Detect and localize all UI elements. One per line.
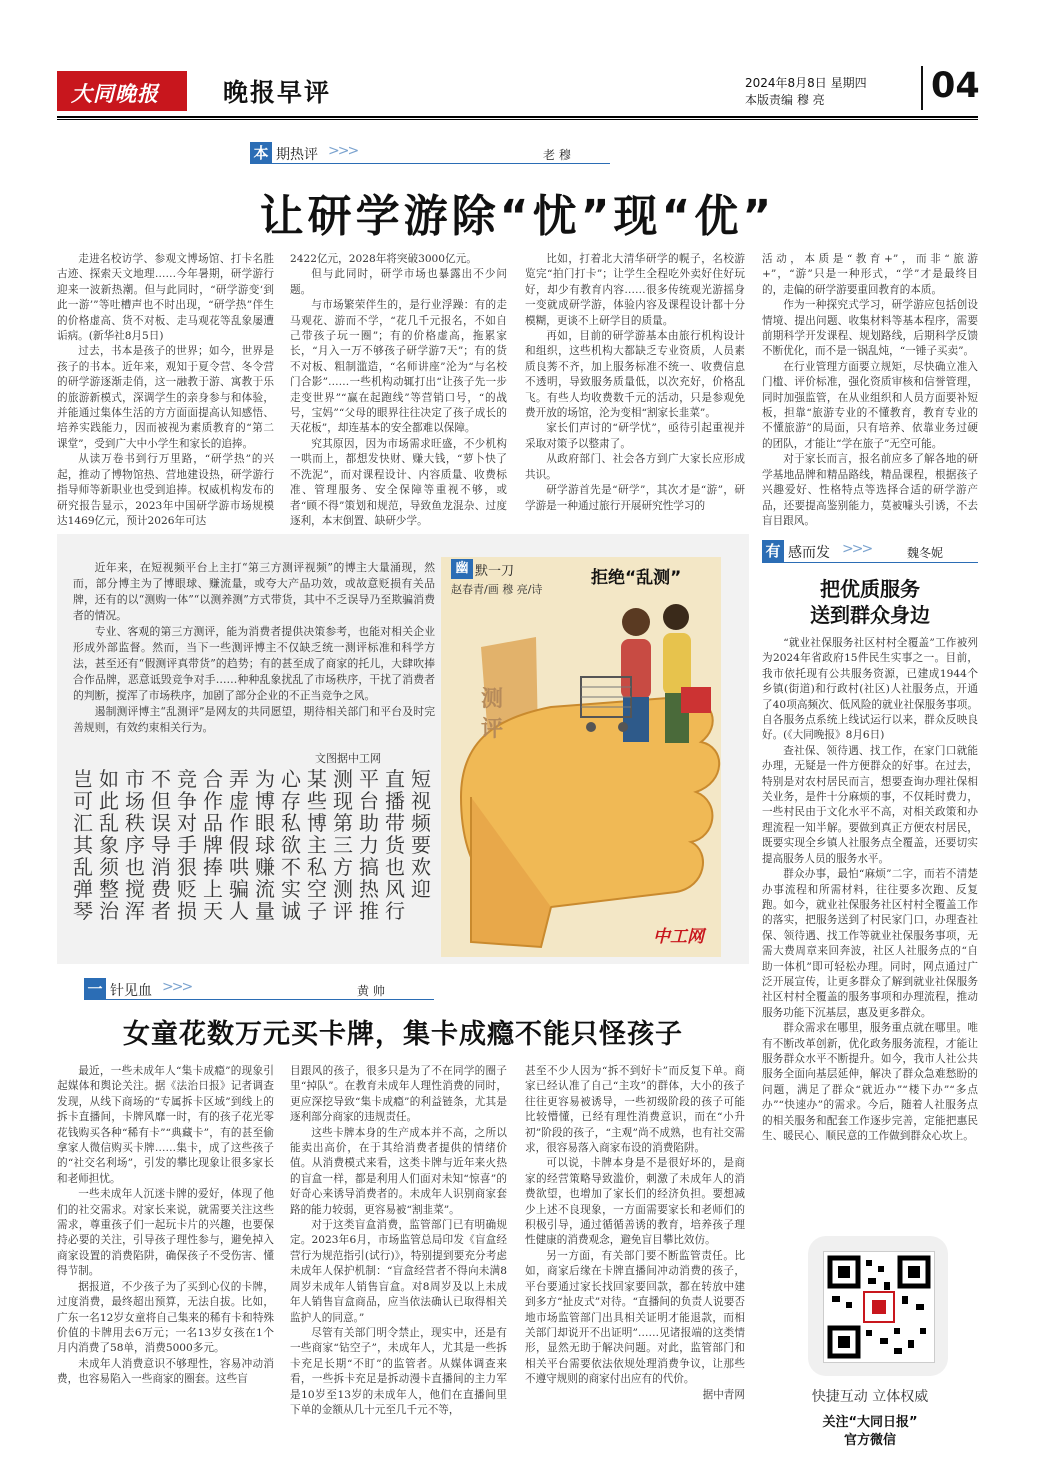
sidebar-body [762,636,978,1206]
article-author: 黄 帅 [357,984,385,998]
paragraph: 目跟风的孩子，很多只是为了不在同学的圈子里“掉队”。在教育未成年人理性消费的同时，更应深挖导致“集卡成瘾”的利益链条，尤其是逐利部分商家的违规责任。 [290,1065,507,1124]
cartoon-label: 测评 [481,687,504,742]
section-tag-icon: 本 [250,142,272,164]
paragraph: 群众办事，最怕“麻烦”二字，而若不清楚办事流程和所需材料，往往要多次跑、反复跑。如今，就业社保服务社区村村全覆盖工作的落实，把服务送到了村民家门口，办理查社保、领待遇、找工作等就业社保服务事项，无需大费周章来回奔波，社区人社服务点的“自助一体机”即可轻松办理。同时，网点通过广泛开展宣传，让更多群众了解到就业社保服务社区村村全覆盖的服务事项和办理流程，推动服务功能下沉基层，惠及更多群众。 [762,868,978,1019]
article-headline: 女童花数万元买卡牌，集卡成瘾不能只怪孩子 [123,1019,683,1050]
article-column-4 [762,252,978,527]
section-tag-rule [250,163,610,164]
section-tag-icon: 有 [762,540,784,562]
poem-line: 直播带货也风行 [385,767,405,923]
section-arrow-icon: >>> [328,143,358,159]
paragraph: 从政府部门、社会各方到广大家长应形成共识。 [525,453,745,481]
issue-info [745,75,867,109]
masthead-rule-thin [57,119,978,120]
article-author: 老 穆 [543,148,571,162]
paragraph: 2422亿元，2028年将突破3000亿元。 [290,253,477,265]
paragraph: 过去，书本是孩子的世界；如今，世界是孩子的书本。近年来，观知于夏令营、冬令营的研学游逐渐走俏，这一融教于游、寓教于乐的旅游新模式，深调学生的亲身参与和体验，并能通过集体生活的方方面面提高认知感悟、培养实践能力，因而被视为素质教育的“第二课堂”，受到广大中小学生和家长的追捧。 [57,345,274,450]
poem-line: 平台助力搞热推 [359,767,379,923]
cartoon-credit: 赵春青/画 穆 亮/诗 [451,583,543,596]
poem-line: 心存私欲不实诚 [281,767,301,923]
section-tag-rule [84,999,434,1000]
section-arrow-icon: >>> [842,541,872,557]
qr-code-graphic [824,1252,934,1362]
paragraph: 这些卡牌本身的生产成本并不高，之所以能卖出高价，在于其给消费者提供的情绪价值。从消费模式来看，这类卡牌与近年来火热的盲盒一样，都是利用人们面对未知“惊喜”的好奇心来诱导消费者的。未成年人识别商家套路的能力较弱，更容易被“割韭菜”。 [290,1126,507,1216]
article-column-2 [290,252,507,527]
paragraph: 未成年人消费意识不够理性，容易冲动消费，也容易陷入一些商家的圈套。这些盲 [57,1357,274,1386]
headline-line: 送到群众身边 [810,603,930,627]
article-column-3 [525,1064,745,1464]
article-column-3 [525,252,745,527]
paragraph: 尽管有关部门明令禁止，现实中，还是有一些商家“钻空子”，未成年人，尤其是一些拆卡充足长期“不盯”的监管者。从媒体调查来看，一些拆卡充足是拆动漫卡直播间的主力军是10岁至13岁的未成年人，他们在直播间里下单的金额从几十元至几千元不等， [290,1326,507,1416]
logo-text: 大同晚报 [71,81,159,106]
qr-follow-line: 官方微信 [843,1433,896,1448]
qr-follow-text [770,1414,970,1450]
paragraph: 甚至不少人因为“拆不到好卡”而反复下单。商家已经认准了自己“主攻”的群体，大小的孩子往往更容易被诱导，一些初级阶段的孩子可能比较懵懂，已经有理性消费意识，而在“小升初”阶段的孩子，“主观”尚不成熟，也有社交需求，很容易落入商家布设的消费陷阱。 [525,1065,745,1155]
masthead-divider [921,66,923,110]
cartoon-title: 拒绝“乱测” [591,568,682,588]
paragraph: 从读万卷书到行万里路，“研学热”的兴起，推动了博物馆热、营地建设热，研学游行指导师等新职业也受到追捧。权威机构发布的研究报告显示，2023年中国研学游市场规模达1469亿元，预计2026年可达 [57,453,274,527]
paragraph: 研学游首先是“研学”，其次才是“游”，研学游是一种通过旅行开展研究性学习的 [525,484,745,512]
cartoon-illustration [441,557,721,957]
paragraph: 专业、客观的第三方测评，能为消费者提供决策参考，也能对相关企业形成外部监督。然而，当下一些测评博主不仅缺乏统一测评标准和科学方法，甚至还有“假测评真带货”的趋势；有的甚至成了商家的托儿，大肆吹捧合作品牌，恶意诋毁竞争对手……种种乱象扰乱了市场秩序，干扰了消费者的判断，搅浑了市场秩序，加剧了部分企业的不正当竞争之风。 [73,625,435,702]
masthead-rule [57,116,978,118]
qr-follow-line: 关注“大同日报” [822,1415,918,1430]
newspaper-logo [57,71,187,111]
poem-line: 弄虚作假哄骗人 [229,767,249,923]
paragraph: 据报道，不少孩子为了买到心仪的卡牌，过度消费，最终超出预算，无法自拔。比如，广东一名12岁女童将自己集来的稀有卡和特殊价值的卡牌用去6万元；一名13岁女孩在1个月内消费了58单，消费5000多元。 [57,1280,274,1355]
paragraph: 遏制测评博主“乱测评”是网友的共同愿望，期待相关部门和平台及时完善规则，有效约束相关行为。 [73,705,435,734]
paragraph: 究其原因，因为市场需求旺盛，不少机构一哄而上，都想发快财、赚大钱，“萝卜快了不洗泥”，而对课程设计、内容质量、收费标准、管理服务、安全保障等重视不够，或者“顾不得”策划和规范，导致鱼龙混杂、过度逐利，本末倒置、缺研少学。 [290,437,507,527]
poem-line: 市场秩序也搅浑 [125,767,145,923]
paragraph: 作为一种探究式学习，研学游应包括创设情境、提出问题、收集材料等基本程序，需要前期科学开发课程、规划路线，后期科学反馈不断优化，而不是一锅乱炖，“一锤子买卖”。 [762,299,978,358]
sidebar-author: 魏冬妮 [907,546,944,560]
article-column-2 [290,1064,507,1464]
poem-line: 测现第三方测评 [333,767,353,923]
article-column-1 [57,1064,274,1464]
paragraph: 活动，本质是“教育+”，而非“旅游+”，“游”只是一种形式，“学”才是最终目的，走偏的研学游要重回教育的本质。 [762,253,978,296]
page-editor: 本版责编 穆 亮 [745,93,825,107]
cartoon-commentary [73,560,435,736]
article-headline: 让研学游除“忧”现“优” [259,191,776,242]
poem-line: 如此乱象须整治 [99,767,119,923]
poem-line: 合作品牌捧上天 [203,767,223,923]
page-section-name: 晚报早评 [223,78,332,107]
thumbs-up-illustration [441,557,721,957]
poem [73,768,433,958]
qr-caption: 快捷互动 立体权威 [811,1389,929,1405]
poem-line: 不但误导消费者 [151,767,171,923]
paragraph: 可以说，卡牌本身是不是很好坏的，是商家的经营策略导致滥价，刺激了未成年人的消费欲望，也增加了家长们的经济负担。要想减少上述不良现象，一方面需要家长和老师们的积极引导，通过循循善诱的教育，培养孩子理性健康的消费观念，避免盲目攀比效仿。 [525,1157,745,1247]
cartoon-source: 文图据中工网 [315,752,381,765]
section-tag-label: 针见血 [110,983,152,999]
paragraph: 在行业管理方面要立规矩，尽快确立准入门槛、评价标准，强化资质审核和信誉管理，同时加强监管，在从业组织和人员方面要补短板，担靠“旅游专业的不懂教育，教育专业的不懂旅游”的局面，只有培养、依靠业务过硬的团队，才能让“学在旅子”无空可能。 [762,360,978,450]
paragraph: “就业社保服务社区村村全覆盖”工作被列为2024年省政府15件民生实事之一。目前，我市依托现有公共服务资源，已建成1944个乡镇(街道)和行政村(社区)人社服务点，开通了40项高频次、低风险的就业社保服务事项。自各服务点系统上线试运行以来，群众反映良好。(《大同晚报》8月6日) [762,637,978,742]
poem-line: 短视频要欢迎 [411,767,431,901]
paragraph: 对于这类盲盒消费，监管部门已有明确规定。2023年6月，市场监管总局印发《盲盒经营行为规范指引(试行)》，特别提到要充分考虑未成年人保护机制：“盲盒经营者不得向未满8周岁未成年人销售盲盒。对8周岁及以上未成年人销售盲盒商品，应当依法确认已取得相关监护人的同意。” [290,1219,507,1324]
section-tag-rule [762,562,978,563]
poem-line: 某些博主私空子 [307,767,327,923]
section-arrow-icon: >>> [162,979,192,995]
section-tag-label: 感而发 [788,545,830,561]
section-tag-icon: 一 [84,978,106,1000]
poem-line: 岂可汇其乱弹琴 [73,767,93,923]
sidebar-headline [762,576,978,628]
paragraph: 与市场繁荣伴生的，是行业浮躁：有的走马观花、游而不学，“花几千元报名，不如自己带孩子玩一圈”；有的价格虚高，拖累家长，“月入一万不够孩子研学游7天”；有的货不对板、粗制滥造，“名师讲座”沦为“与名校门合影”……一些机构动辄打出“让孩子先一步走变世界”“赢在起跑线”等营销口号，“的战号，宝妈”“父母的眼界往往决定了孩子成长的天花板”，却连基本的安全都难以保障。 [290,299,507,435]
paragraph: 查社保、领待遇、找工作，在家门口就能办理，无疑是一件方便群众的好事。在过去，特别是对农村居民而言，想要查询办理社保相关业务，是件十分麻烦的事，不仅耗时费力，一些村民由于文化水平不高，对相关政策和办理流程一知半解。要做到真正方便农村居民，既要实现全乡镇人社服务点全覆盖，还要切实提高服务人员的服务水平。 [762,744,978,865]
paragraph: 再如，目前的研学游基本由旅行机构设计和组织，这些机构大都缺乏专业资质，人员素质良莠不齐，加上服务标准不统一、收费信息不透明，导致服务质量低，以次充好，价格乱飞。有些人均收费数千元的活动，只是参观免费开放的场馆，沦为变相“割家长韭菜”。 [525,330,745,420]
paragraph: 比如，打着北大清华研学的幌子，名校游览完“拍门打卡”；让学生全程吃外卖好住好玩好，却少有教育内容……很多传统观光游摇身一变就成研学游，体验内容及课程设计都十分模糊，更谈不上研学目的质量。 [525,253,745,327]
page-number: 04 [931,66,980,106]
cartoon-watermark: 中工网 [653,927,704,947]
paragraph: 对于家长而言，报名前应多了解各地的研学基地品牌和精品路线，精品课程，根据孩子兴趣爱好、性格特点等选择合适的研学游产品，还要提高鉴别能力，莫被噱头引诱，不去盲目跟风。 [762,453,978,527]
cartoon-tag-label: 默一刀 [475,564,515,579]
poem-line: 竞争对手狠贬损 [177,767,197,923]
cartoon-tag-icon: 幽 [451,559,473,579]
paragraph: 另一方面，有关部门要不断监管责任。比如，商家后缘在卡牌直播间冲动消费的孩子，平台要通过家长找回家要回款，都在转放中建到多方“扯皮式”对待。“直播间的负责人说要否地市场监管部门出具相关证明才能退款，而相关部门却说开不出证明”……见诸报端的这类情形，显然无助于解决问题。对此，监管部门和相关平台需要依法依规处理消费争议，让那些不遵守规则的商家付出应有的代价。 [525,1249,745,1386]
section-tag-label: 期热评 [276,147,318,163]
paragraph: 最近，一些未成年人“集卡成瘾”的现象引起媒体和舆论关注。据《法治日报》记者调查发现，从线下商场的“专属拆卡区域”到线上的拆卡直播间，卡牌风靡一时，有的孩子花光零花钱购买各种“稀有卡”“典藏卡”，有的甚至偷拿家人微信购买卡牌……集卡，成了这些孩子的“社交名利场”，引发的攀比现象让很多家长和老师担忧。 [57,1065,274,1185]
article-source: 据中青网 [702,1388,745,1401]
paragraph: 群众需求在哪里，服务重点就在哪里。唯有不断改革创新，优化政务服务流程，才能让服务群众水平不断提升。如今，我市人社公共服务全面向基层延伸，解决了群众急难愁盼的问题，满足了群众“就近办”“楼下办”“多点办”“快速办”的需求。今后，随着人社服务点的相关服务和配套工作逐步完善，定能把惠民生、暖民心、顺民意的工作做到群众心坎上。 [762,1022,978,1142]
poem-line: 为博眼球赚流量 [255,767,275,923]
paragraph: 家长们声讨的“研学忧”，亟待引起重视并采取对策予以整肃了。 [525,422,745,450]
paragraph: 但与此同时，研学市场也暴露出不少问题。 [290,268,507,296]
issue-date: 2024年8月8日 星期四 [745,76,867,90]
qr-code-icon[interactable] [823,1251,935,1363]
paragraph: 一些未成年人沉迷卡牌的爱好，体现了他们的社交需求。对家长来说，就需要关注这些需求，尊重孩子们一起玩卡片的兴趣，也要保持必要的关注，引导孩子理性参与，避免掉入商家设置的消费陷阱，确保孩子不受伤害、懂得节制。 [57,1188,274,1278]
article-column-1 [57,252,274,527]
paragraph: 走进名校访学、参观文博场馆、打卡名胜古迹、探索天文地理……今年暑期，研学游行迎来一波新热潮。但与此同时，“研学游变‘到此一游’”等吐槽声也不时出现，“研学热”伴生的价格虚高、货不对板、走马观花等乱象屡遭诟病。(新华社8月5日) [57,253,274,343]
paragraph: 近年来，在短视频平台上主打“第三方测评视频”的博主大量涌现，然而，部分博主为了博眼球、赚流量，或夸大产品功效，或故意贬损有关品牌，还有的以“测购一体”“以测养测”方式带货，其中不乏误导乃至欺骗消费者的情况。 [73,561,435,622]
headline-line: 把优质服务 [820,577,920,601]
